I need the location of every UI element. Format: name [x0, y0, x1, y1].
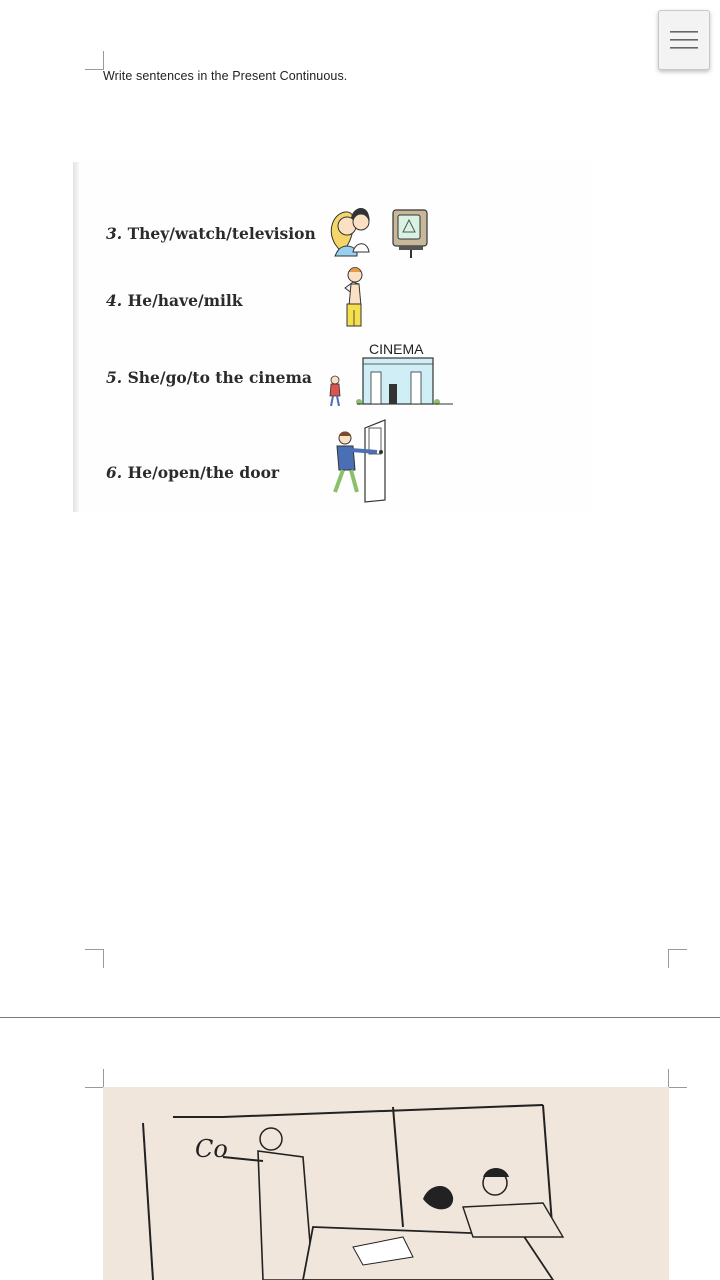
crop-mark-bottom-left — [85, 949, 104, 968]
crop-mark-top-right — [668, 1069, 687, 1088]
exercise-number: 6. — [106, 463, 123, 482]
exercise-prompt: He/open/the door — [127, 463, 280, 482]
couple-watching-tv-illustration — [323, 200, 473, 266]
exercise-number: 3. — [106, 224, 123, 243]
classroom-photo — [103, 1087, 669, 1280]
exercise-item-4 — [106, 291, 243, 310]
girl-going-to-cinema-illustration — [323, 334, 473, 414]
boy-drinking-milk-illustration — [323, 266, 473, 332]
hamburger-menu-icon — [669, 28, 699, 52]
exercise-instruction: Write sentences in the Present Continuous. — [103, 69, 348, 83]
exercise-item-5 — [106, 368, 312, 387]
crop-mark-bottom-right — [668, 949, 687, 968]
document-page-2 — [0, 1018, 720, 1280]
menu-button[interactable] — [658, 10, 710, 70]
exercise-prompt: He/have/milk — [127, 291, 243, 310]
scan-edge — [73, 162, 79, 512]
exercise-item-6 — [106, 463, 279, 482]
blackboard-writing: Co — [195, 1135, 228, 1163]
classroom-drawing — [103, 1087, 669, 1280]
exercise-item-3 — [106, 224, 316, 243]
crop-mark-top-left — [85, 1069, 104, 1088]
exercise-number: 4. — [106, 291, 123, 310]
crop-mark-top-left — [85, 51, 104, 70]
scanned-exercise-image — [73, 162, 593, 512]
exercise-number: 5. — [106, 368, 123, 387]
exercise-prompt: They/watch/television — [127, 224, 316, 243]
man-opening-door-illustration — [323, 416, 473, 506]
exercise-prompt: She/go/to the cinema — [127, 368, 312, 387]
cinema-sign: CINEMA — [369, 341, 424, 357]
